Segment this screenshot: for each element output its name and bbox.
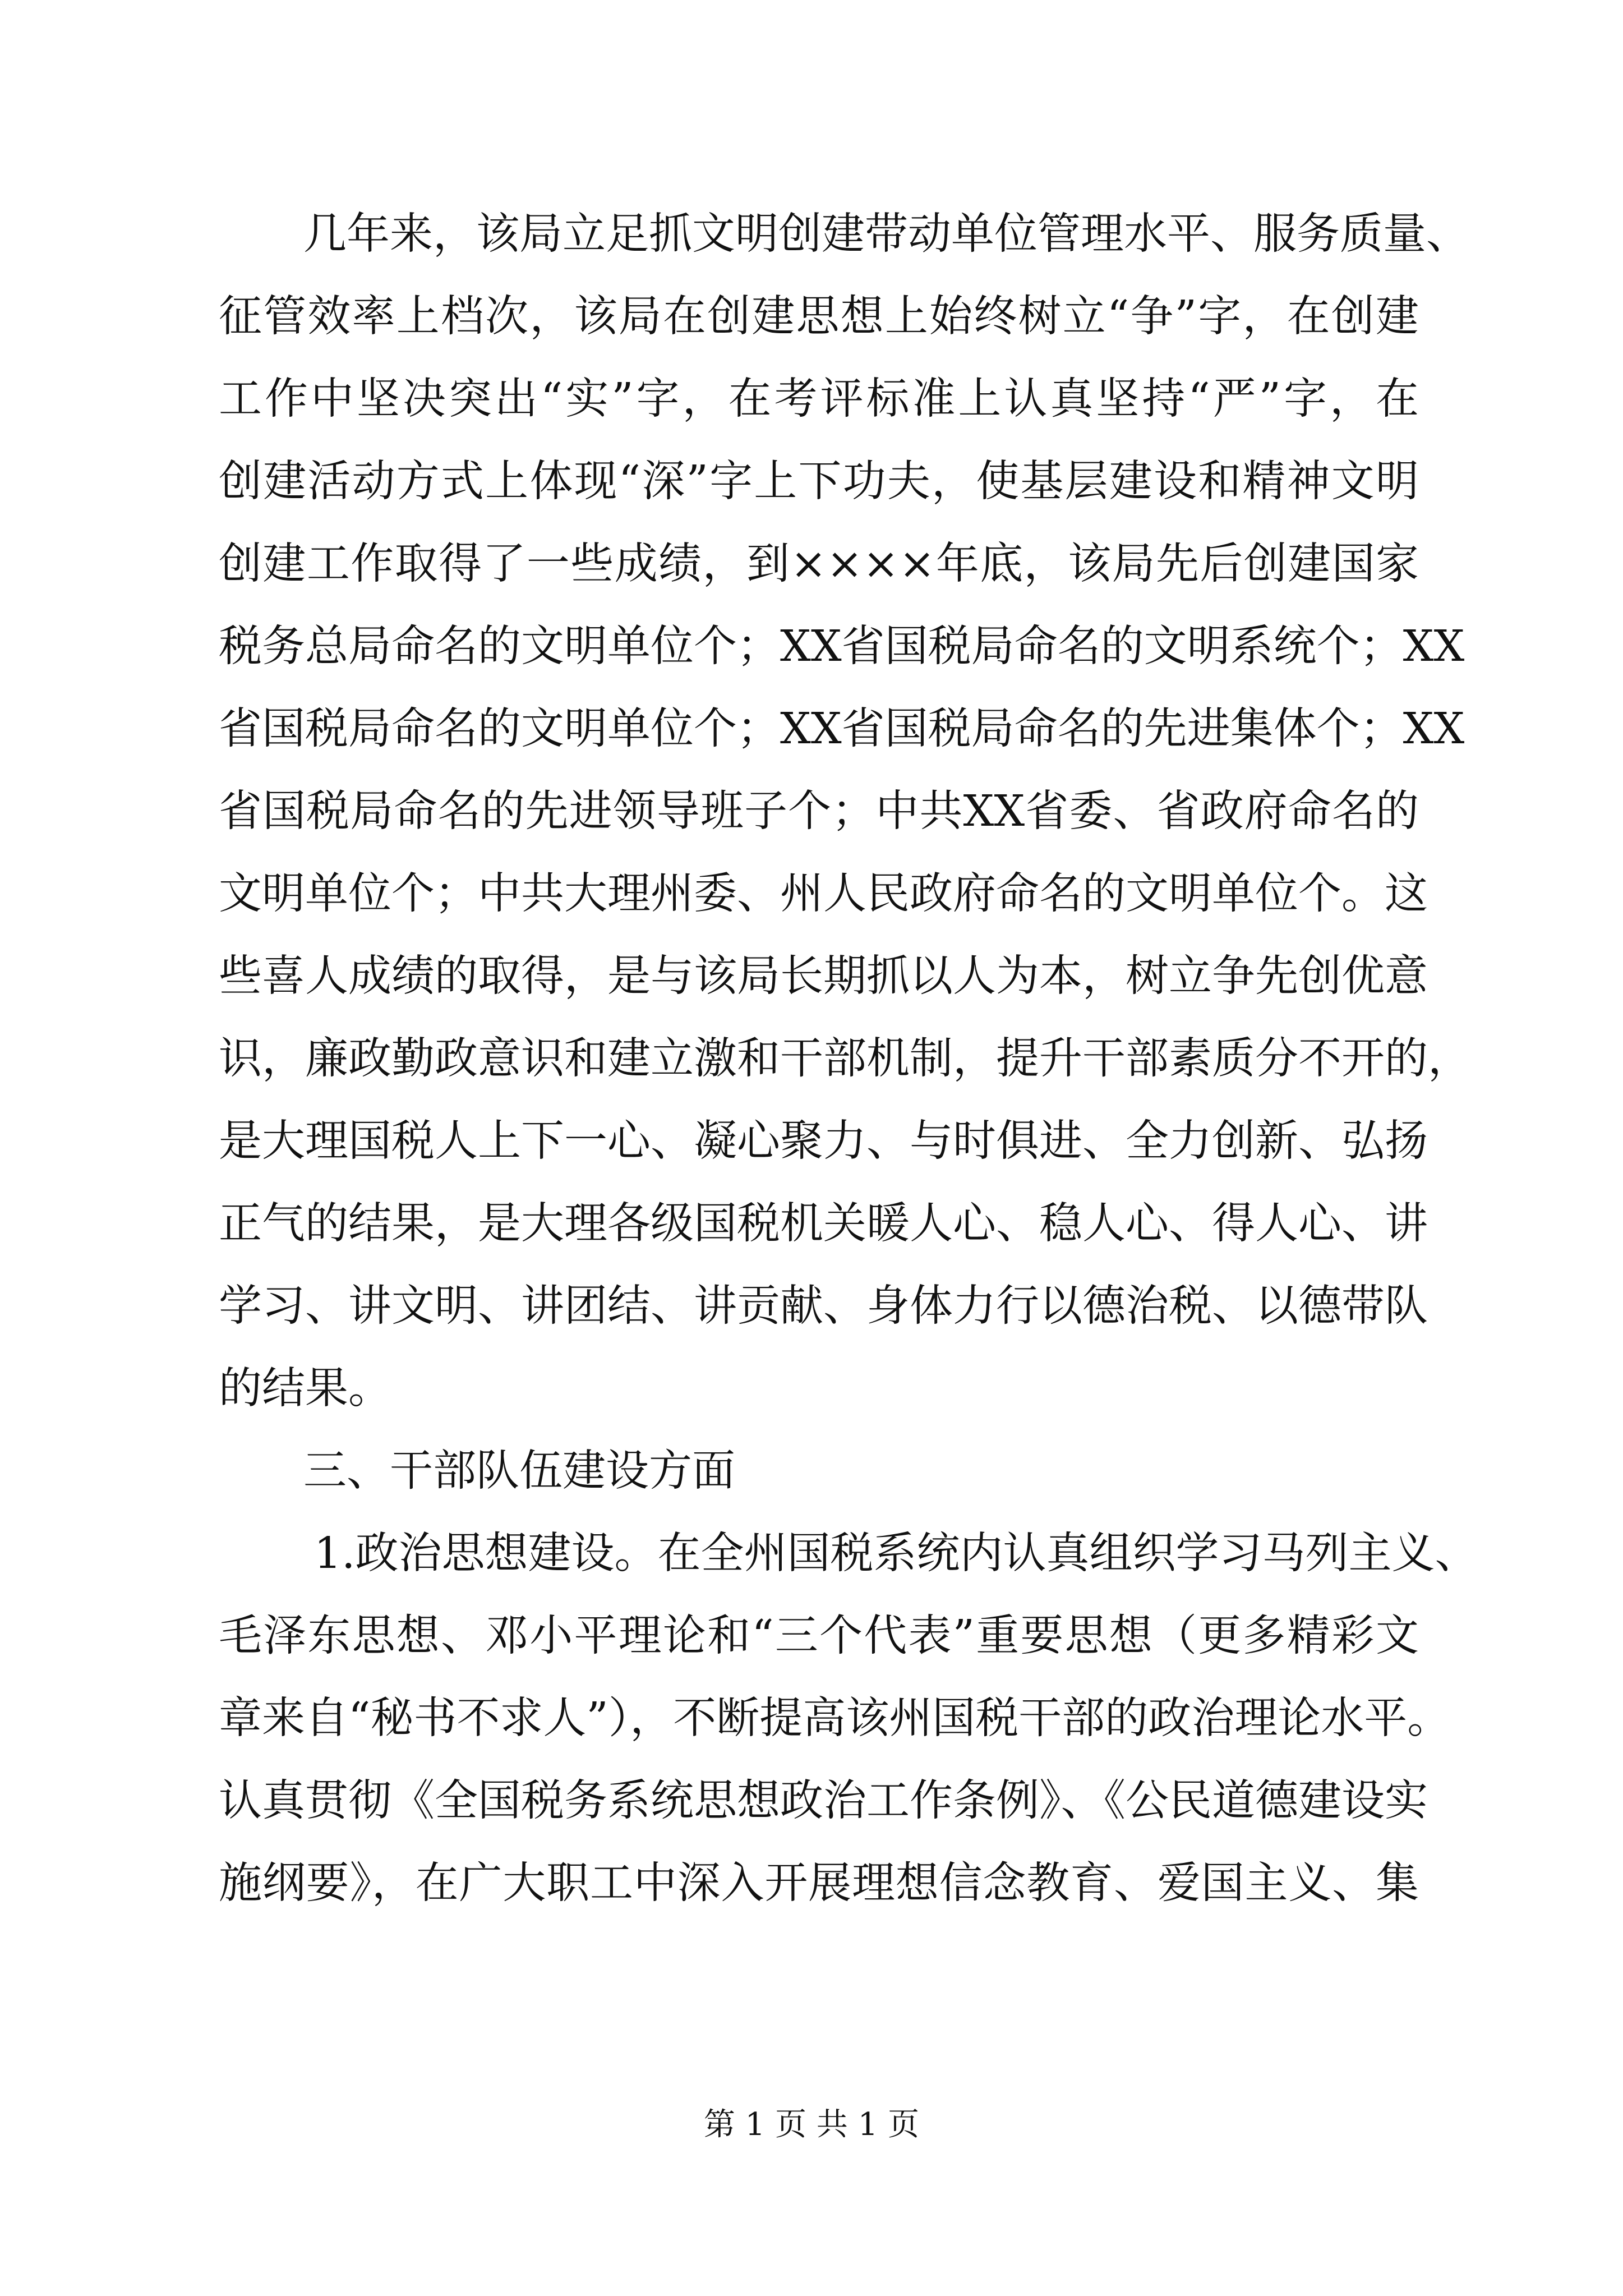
paragraph-line: 工作中坚决突出“实”字，在考评标准上认真坚持“严”字，在 (219, 374, 1419, 424)
paragraph-line: 正气的结果，是大理各级国税机关暖人心、稳人心、得人心、讲 (219, 1199, 1428, 1249)
paragraph-line: 是大理国税人上下一心、凝心聚力、与时俱进、全力创新、弘扬 (219, 1116, 1428, 1166)
paragraph-line: 几年来，该局立足抓文明创建带动单位管理水平、服务质量、 (303, 209, 1469, 259)
paragraph-line: 省国税局命名的文明单位个；XX省国税局命名的先进集体个；XX (219, 704, 1465, 754)
paragraph-line: 章来自“秘书不求人”），不断提高该州国税干部的政治理论水平。 (219, 1694, 1451, 1743)
paragraph-line: 毛泽东思想、邓小平理论和“三个代表”重要思想（更多精彩文 (219, 1611, 1419, 1661)
paragraph-line: 税务总局命名的文明单位个；XX省国税局命名的文明系统个；XX (219, 622, 1465, 671)
paragraph-line: 学习、讲文明、讲团结、讲贡献、身体力行以德治税、以德带队 (219, 1281, 1428, 1331)
paragraph-line: 文明单位个；中共大理州委、州人民政府命名的文明单位个。这 (219, 869, 1428, 919)
page-footer: 第 1 页 共 1 页 (703, 2106, 920, 2143)
paragraph-line: 识，廉政勤政意识和建立激和干部机制，提升干部素质分不开的， (219, 1034, 1471, 1084)
paragraph-line: 认真贯彻《全国税务系统思想政治工作条例》、《公民道德建设实 (219, 1776, 1428, 1826)
paragraph-line: 些喜人成绩的取得，是与该局长期抓以人为本，树立争先创优意 (219, 951, 1428, 1001)
section-heading: 三、干部队伍建设方面 (303, 1446, 735, 1496)
paragraph-line: 省国税局命名的先进领导班子个；中共XX省委、省政府命名的 (219, 786, 1419, 836)
paragraph-line: 创建活动方式上体现“深”字上下功夫，使基层建设和精神文明 (219, 457, 1419, 507)
paragraph-line: 征管效率上档次，该局在创建思想上始终树立“争”字，在创建 (219, 292, 1419, 342)
paragraph-line: 的结果。 (219, 1364, 391, 1414)
paragraph-line: 施纲要》，在广大职工中深入开展理想信念教育、爱国主义、集 (219, 1858, 1419, 1908)
paragraph-line: 1.政治思想建设。在全州国税系统内认真组织学习马列主义、 (314, 1529, 1478, 1579)
paragraph-line: 创建工作取得了一些成绩，到××××年底，该局先后创建国家 (219, 539, 1419, 589)
